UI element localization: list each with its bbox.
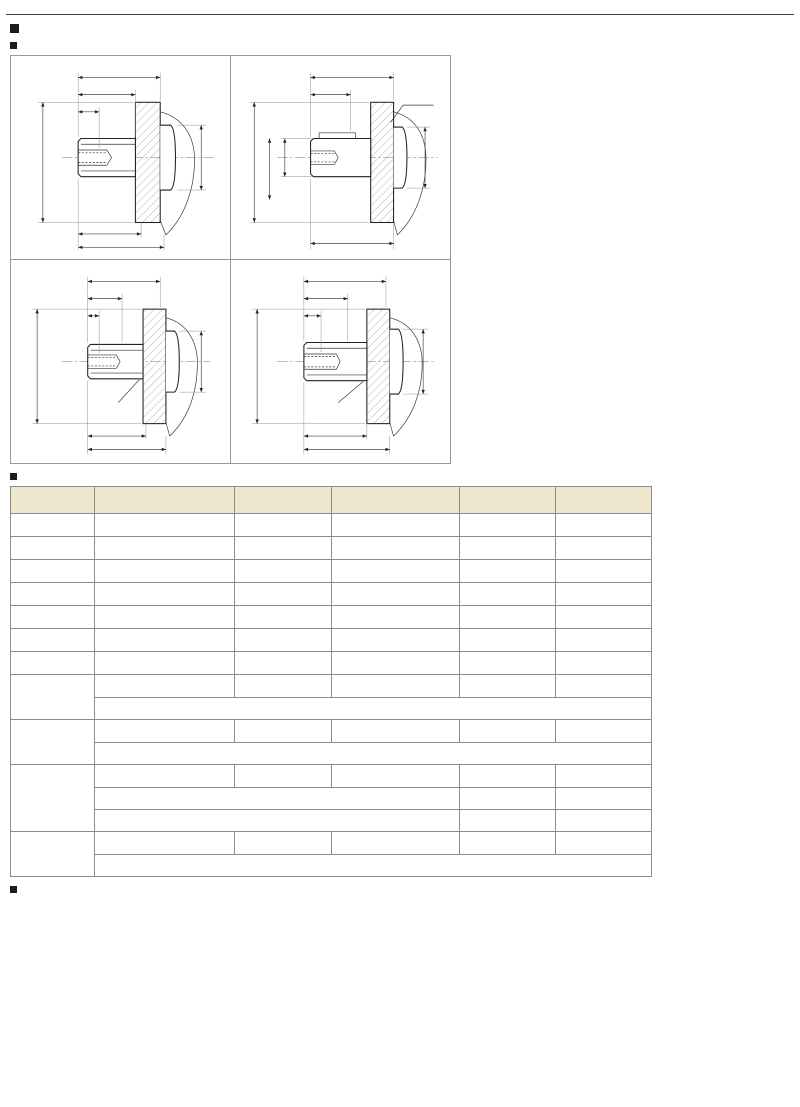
name-cell: [11, 629, 95, 652]
table-row-z-note1: [11, 788, 652, 810]
section-bullet-icon: [10, 42, 17, 49]
hub: [394, 127, 407, 188]
pressure-cell: [460, 606, 556, 629]
name-cell: [11, 514, 95, 537]
status-cell: [556, 560, 652, 583]
pressure-cell: [460, 720, 556, 743]
pressure-cell: [460, 765, 556, 788]
table-row-m: [11, 652, 652, 675]
col-header-purpose: [95, 487, 235, 514]
standard-cell: [235, 514, 332, 537]
pressure-cell: [460, 652, 556, 675]
name-cell: [11, 652, 95, 675]
shaft-drawings-grid: [10, 55, 451, 464]
name-cell: [11, 583, 95, 606]
spec-cell: [332, 514, 460, 537]
pressure-cell: [460, 832, 556, 855]
pressure-cell: [460, 629, 556, 652]
table-row-g-note: [11, 855, 652, 877]
standard-cell: [235, 629, 332, 652]
spec-cell: [332, 652, 460, 675]
status-cell: [556, 629, 652, 652]
pressure-cell: [460, 810, 556, 832]
purpose-cell: [95, 765, 235, 788]
drawing-panel-p: [231, 56, 451, 260]
hub: [166, 331, 179, 392]
purpose-cell: [95, 720, 235, 743]
col-header-standard: [235, 487, 332, 514]
purpose-cell: [95, 832, 235, 855]
status-cell: [556, 583, 652, 606]
note-cell: [95, 855, 652, 877]
purpose-cell: [95, 606, 235, 629]
spec-cell: [332, 765, 460, 788]
table-row-t: [11, 583, 652, 606]
shaft: [88, 344, 143, 378]
status-cell: [556, 514, 652, 537]
standard-cell: [235, 583, 332, 606]
shaft-drawing-z: [19, 62, 227, 258]
header: [0, 0, 800, 14]
purpose-cell: [95, 583, 235, 606]
table-row-z-note2: [11, 810, 652, 832]
table-row-z: [11, 765, 652, 788]
table-row-a: [11, 514, 652, 537]
table-row-s: [11, 537, 652, 560]
drawing-panel-t: [231, 260, 451, 464]
table-row-r: [11, 606, 652, 629]
status-cell: [556, 832, 652, 855]
shaft: [311, 139, 371, 177]
table-row-x-note: [11, 698, 652, 720]
note-cell: [95, 743, 652, 765]
status-cell: [556, 788, 652, 810]
shaft-drawing-p: [239, 62, 447, 258]
spec-cell: [332, 832, 460, 855]
spec-cell: [332, 583, 460, 606]
standard-cell: [235, 652, 332, 675]
status-cell: [556, 606, 652, 629]
standard-cell: [235, 675, 332, 698]
flange-section: [367, 309, 390, 423]
flange-section: [143, 309, 166, 423]
undercut-leader: [391, 105, 434, 122]
table-row-y-note: [11, 743, 652, 765]
name-cell: [11, 560, 95, 583]
status-cell: [556, 765, 652, 788]
spec-cell: [332, 560, 460, 583]
status-cell: [556, 537, 652, 560]
section-bullet-icon: [10, 24, 19, 33]
shaft-drawing-s: [19, 266, 227, 462]
standard-cell: [235, 832, 332, 855]
section-shaft-ends: [10, 42, 800, 49]
section-notes: [10, 886, 800, 893]
name-cell: [11, 765, 95, 832]
section-bullet-icon: [10, 473, 17, 480]
status-cell: [556, 810, 652, 832]
pressure-cell: [460, 537, 556, 560]
pressure-cell: [460, 583, 556, 606]
spec-cell: [332, 629, 460, 652]
purpose-cell: [95, 537, 235, 560]
name-cell: [11, 606, 95, 629]
col-header-pressure: [460, 487, 556, 514]
standard-cell: [235, 720, 332, 743]
section-oil-ports: [10, 473, 800, 480]
status-cell: [556, 720, 652, 743]
flange-section: [371, 102, 394, 222]
purpose-cell: [95, 514, 235, 537]
note-cell: [95, 810, 460, 832]
drawing-panel-s: [11, 260, 231, 464]
status-cell: [556, 652, 652, 675]
name-cell: [11, 675, 95, 720]
purpose-cell: [95, 560, 235, 583]
shaft-drawing-t: [239, 266, 447, 462]
pressure-cell: [460, 675, 556, 698]
pressure-cell: [460, 514, 556, 537]
spec-cell: [332, 537, 460, 560]
header-divider: [6, 14, 794, 15]
purpose-cell: [95, 629, 235, 652]
standard-cell: [235, 560, 332, 583]
section-component-size: [10, 24, 800, 33]
name-cell: [11, 832, 95, 877]
spec-cell: [332, 675, 460, 698]
hub: [390, 329, 403, 394]
table-header-row: [11, 487, 652, 514]
note-cell: [95, 698, 652, 720]
pressure-cell: [460, 788, 556, 810]
standard-cell: [235, 537, 332, 560]
drawing-panel-z: [11, 56, 231, 260]
radius-leader: [118, 380, 139, 403]
table-row-g: [11, 832, 652, 855]
pressure-cell: [460, 560, 556, 583]
table-row-s1: [11, 560, 652, 583]
standard-cell: [235, 765, 332, 788]
oil-port-table: [10, 486, 652, 877]
purpose-cell: [95, 675, 235, 698]
purpose-cell: [95, 652, 235, 675]
col-header-name: [11, 487, 95, 514]
status-cell: [556, 675, 652, 698]
spec-cell: [332, 720, 460, 743]
section-bullet-icon: [10, 886, 17, 893]
name-cell: [11, 720, 95, 765]
table-row-x: [11, 675, 652, 698]
col-header-status: [556, 487, 652, 514]
table-row-y: [11, 720, 652, 743]
radius-leader: [338, 382, 363, 403]
spec-cell: [332, 606, 460, 629]
col-header-spec: [332, 487, 460, 514]
note-cell: [95, 788, 460, 810]
hub: [160, 125, 175, 190]
table-row-m1: [11, 629, 652, 652]
name-cell: [11, 537, 95, 560]
key: [319, 133, 355, 139]
standard-cell: [235, 606, 332, 629]
flange-section: [135, 102, 160, 222]
